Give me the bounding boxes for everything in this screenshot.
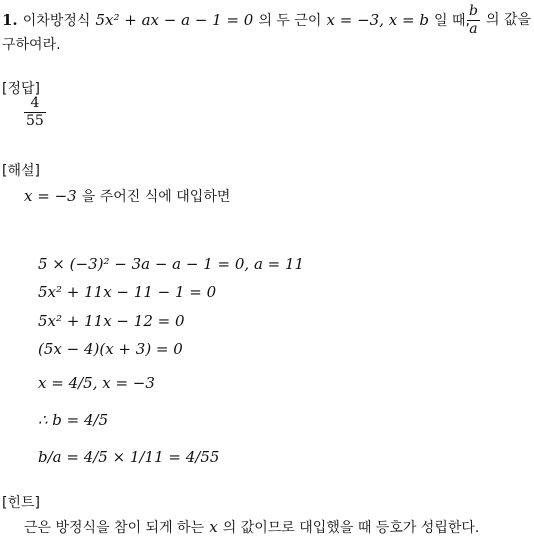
answer-fraction <box>24 96 46 128</box>
solution-line-5: x = 4/5, x = −3 <box>38 374 155 392</box>
problem-frac-den: a <box>469 20 478 37</box>
solution-line-3: 5x² + 11x − 12 = 0 <box>38 312 185 330</box>
problem-line-2: 구하여라. <box>2 37 61 53</box>
problem-roots: x = −3, x = b <box>326 11 429 29</box>
hint-label: [힌트] <box>2 495 40 511</box>
problem-text-a: 이차방정식 <box>22 13 91 29</box>
solution-label: [해설] <box>2 163 40 179</box>
problem-equation: 5x² + ax − a − 1 = 0 <box>95 11 254 29</box>
problem-text-c: 일 때, <box>434 13 470 29</box>
answer-label: [정답] <box>2 81 40 97</box>
solution-intro <box>24 188 230 204</box>
hint-text <box>24 519 479 535</box>
problem-text-b: 의 두 근이 <box>258 13 322 29</box>
hint-text-a: 근은 방정식을 참이 되게 하는 <box>24 520 205 536</box>
problem-number: 1. <box>2 11 18 29</box>
problem-frac-num: b <box>469 3 478 19</box>
hint-text-b: 의 값이므로 대입했을 때 등호가 성립한다. <box>222 520 480 536</box>
solution-line-6: ∴ b = 4/5 <box>38 411 109 429</box>
solution-line-2: 5x² + 11x − 11 − 1 = 0 <box>38 283 217 301</box>
problem-line-1 <box>2 12 470 28</box>
problem-fraction <box>467 4 480 36</box>
problem-text-d: 의 값을 <box>486 12 532 28</box>
solution-line-4: (5x − 4)(x + 3) = 0 <box>38 340 183 358</box>
solution-intro-math: x = −3 <box>24 187 77 205</box>
answer-num: 4 <box>24 96 46 113</box>
answer-den: 55 <box>26 112 44 129</box>
solution-line-7: b/a = 4/5 × 1/11 = 4/55 <box>38 448 220 466</box>
solution-intro-text: 을 주어진 식에 대입하면 <box>81 189 231 205</box>
hint-math: x <box>209 518 218 536</box>
solution-line-1: 5 × (−3)² − 3a − a − 1 = 0, a = 11 <box>38 255 305 273</box>
